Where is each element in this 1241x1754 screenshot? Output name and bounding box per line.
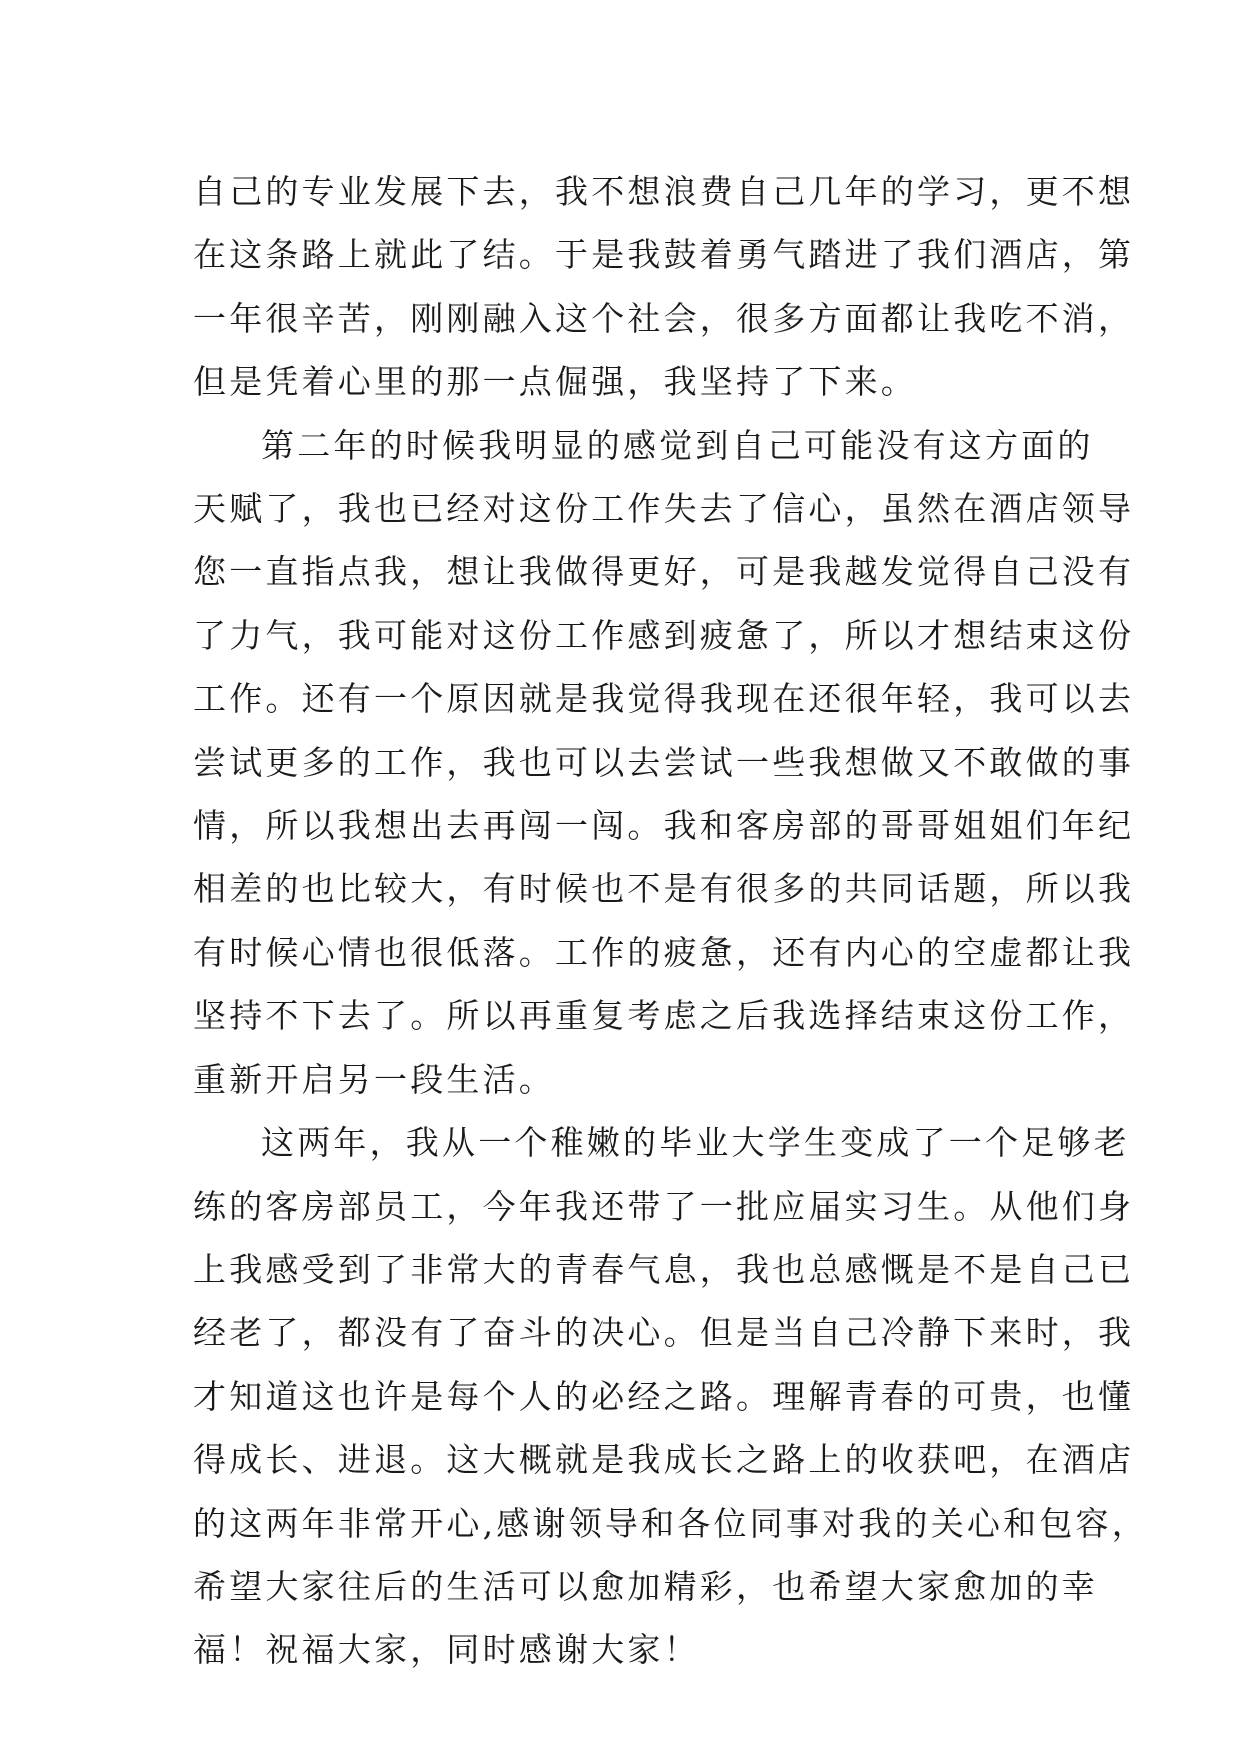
text-line: 尝试更多的工作，我也可以去尝试一些我想做又不敢做的事 xyxy=(193,742,1135,782)
text-line: 在这条路上就此了结。于是我鼓着勇气踏进了我们酒店，第 xyxy=(193,235,1135,275)
text-line: 情，所以我想出去再闯一闯。我和客房部的哥哥姐姐们年纪 xyxy=(193,806,1135,846)
text-line: 的这两年非常开心,感谢领导和各位同事对我的关心和包容， xyxy=(193,1503,1148,1543)
text-line: 福！祝福大家，同时感谢大家！ xyxy=(193,1630,700,1670)
paragraph xyxy=(193,160,1135,414)
body-text xyxy=(193,160,1148,1682)
text-line: 一年很辛苦，刚刚融入这个社会，很多方面都让我吃不消， xyxy=(193,298,1135,338)
paragraph xyxy=(193,1111,1148,1682)
text-line: 您一直指点我，想让我做得更好，可是我越发觉得自己没有 xyxy=(193,552,1135,592)
text-line: 工作。还有一个原因就是我觉得我现在还很年轻，我可以去 xyxy=(193,679,1135,719)
text-line: 相差的也比较大，有时候也不是有很多的共同话题，所以我 xyxy=(193,869,1135,909)
text-line: 才知道这也许是每个人的必经之路。理解青春的可贵，也懂 xyxy=(193,1376,1135,1416)
text-line: 这两年，我从一个稚嫩的毕业大学生变成了一个足够老 xyxy=(261,1123,1130,1163)
text-line: 有时候心情也很低落。工作的疲惫，还有内心的空虚都让我 xyxy=(193,932,1135,972)
text-line: 坚持不下去了。所以再重复考虑之后我选择结束这份工作， xyxy=(193,996,1135,1036)
text-line: 练的客房部员工，今年我还带了一批应届实习生。从他们身 xyxy=(193,1186,1135,1226)
text-line: 重新开启另一段生活。 xyxy=(193,1059,555,1099)
text-line: 自己的专业发展下去，我不想浪费自己几年的学习，更不想 xyxy=(193,172,1135,211)
paragraph xyxy=(193,414,1135,1111)
text-line: 天赋了，我也已经对这份工作失去了信心，虽然在酒店领导 xyxy=(193,489,1135,529)
text-line: 了力气，我可能对这份工作感到疲惫了，所以才想结束这份 xyxy=(193,615,1135,655)
text-line: 得成长、进退。这大概就是我成长之路上的收获吧，在酒店 xyxy=(193,1440,1135,1480)
text-line: 第二年的时候我明显的感觉到自己可能没有这方面的 xyxy=(261,425,1094,465)
text-line: 上我感受到了非常大的青春气息，我也总感慨是不是自己已 xyxy=(193,1249,1135,1289)
text-line: 希望大家往后的生活可以愈加精彩，也希望大家愈加的幸 xyxy=(193,1566,1098,1606)
text-line: 但是凭着心里的那一点倔强，我坚持了下来。 xyxy=(193,362,917,402)
text-line: 经老了，都没有了奋斗的决心。但是当自己冷静下来时，我 xyxy=(193,1313,1135,1353)
